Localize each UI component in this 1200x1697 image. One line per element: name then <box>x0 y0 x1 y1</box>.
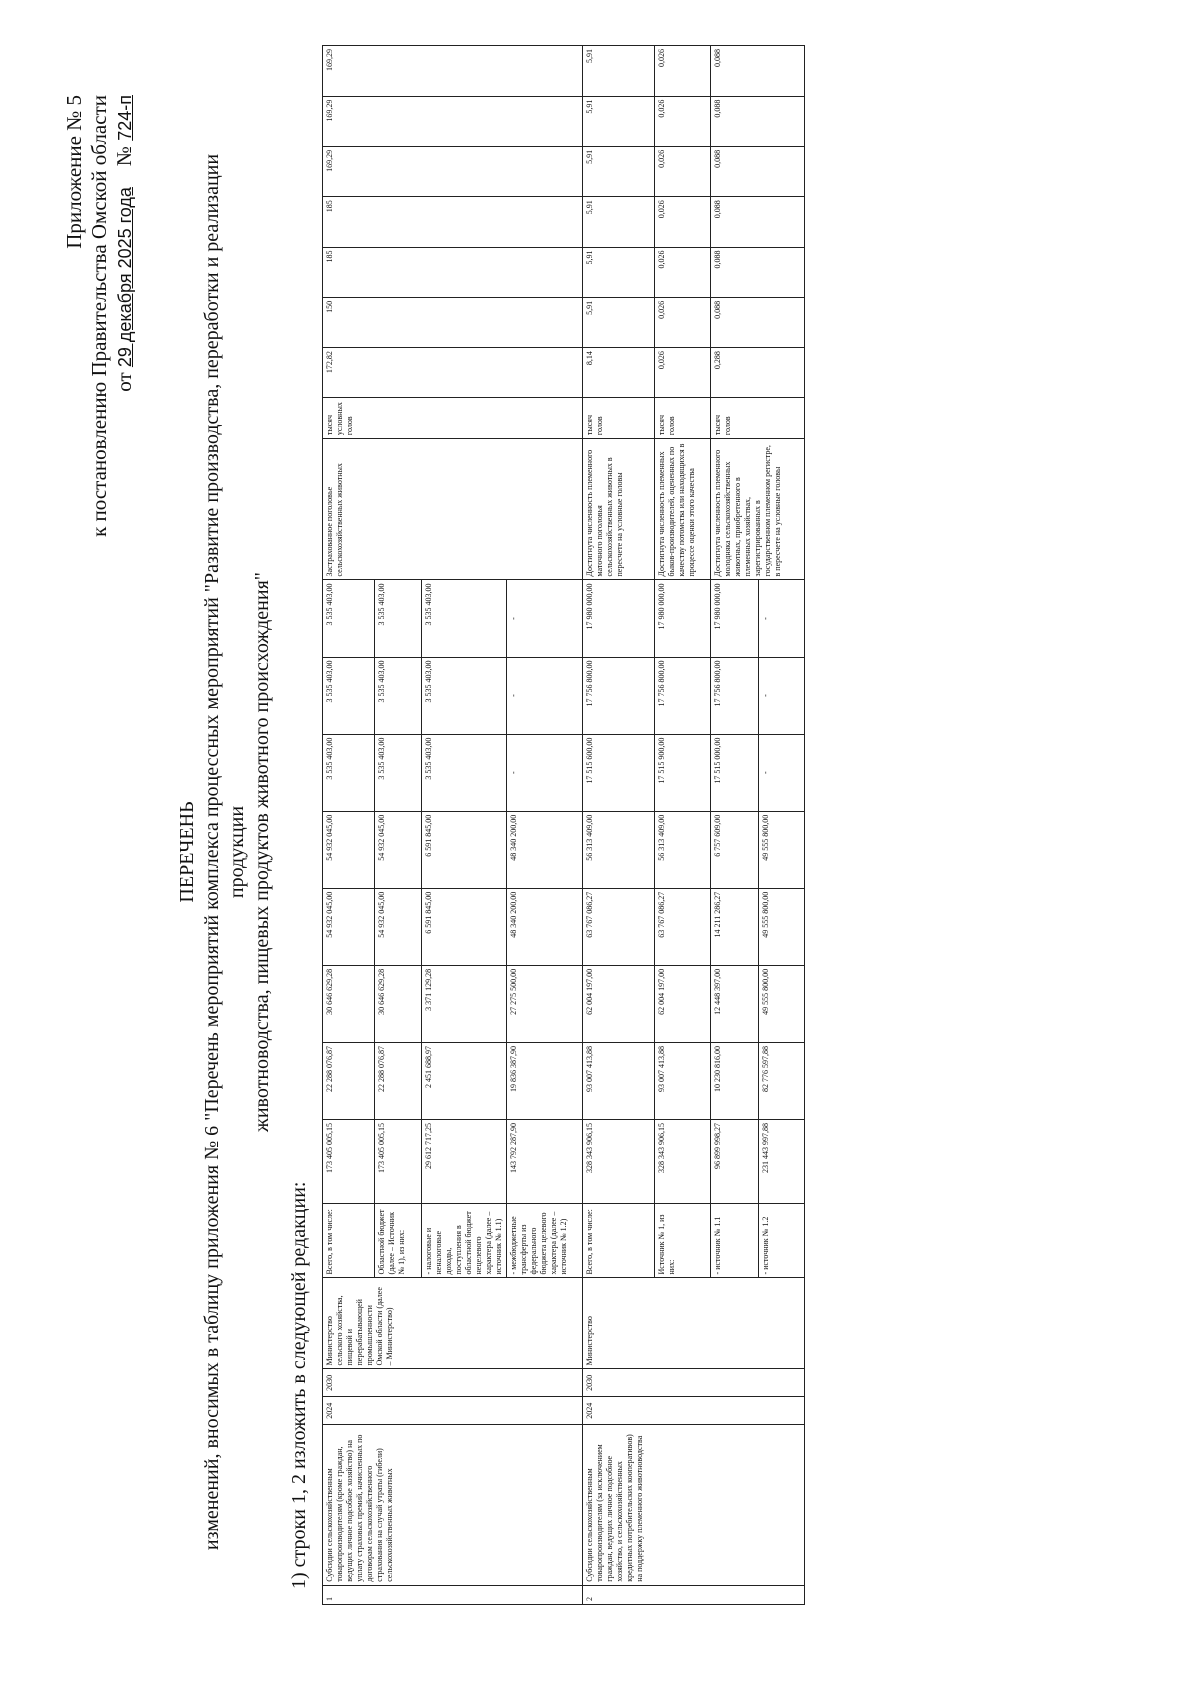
title-line-3: животноводства, пищевых продуктов животного происхождения" <box>251 572 273 1132</box>
ind-value: 0,026 <box>655 146 711 196</box>
fin-label: - межбюджетные трансферты из федерального бюджета целевого характера (далее – источник № 1.2) <box>507 1203 583 1278</box>
fin-value: 3 535 403,00 <box>422 657 507 734</box>
title-heading: ПЕРЕЧЕНЬ <box>176 801 198 903</box>
fin-value: 62 004 197,00 <box>655 965 711 1042</box>
intro-text: 1) строки 1, 2 изложить в следующей редакции: <box>288 1181 310 1589</box>
fin-value: 54 932 045,00 <box>375 811 422 888</box>
fin-value: 22 288 076,87 <box>375 1042 422 1119</box>
fin-value: 173 405 005,15 <box>323 1120 375 1204</box>
row2-number: 2 <box>583 1585 805 1604</box>
fin-value: 82 776 597,88 <box>759 1042 805 1119</box>
fin-value: 10 230 816,00 <box>711 1042 759 1119</box>
ind-value: 0,088 <box>711 297 805 347</box>
fin-value: 6 591 845,00 <box>422 811 507 888</box>
ind-value: 5,91 <box>583 197 655 247</box>
ind-value: 5,91 <box>583 46 655 97</box>
fin-value: 3 535 403,00 <box>375 580 422 657</box>
fin-value: 3 535 403,00 <box>422 580 507 657</box>
fin-value: 173 405 005,15 <box>375 1120 422 1204</box>
row2-indicator-3: Достигнута численность племенного молодняка сельскохозяйственных животных, приобретенного в племенных хозяйствах, зарегистрированных в государственном племенном регистре, в пересчете на условные головы <box>711 439 805 580</box>
ind-value: 0,026 <box>655 297 711 347</box>
ind-value: 5,91 <box>583 247 655 297</box>
fin-value: 17 756 800,00 <box>711 657 759 734</box>
fin-value: 17 980 000,00 <box>583 580 655 657</box>
row2-year-to: 2030 <box>583 1369 805 1397</box>
fin-value: 30 646 629,28 <box>323 965 375 1042</box>
row2-indicator-1: Достигнута численность племенного маточного поголовья сельскохозяйственных животных в пересчете на условные головы <box>583 439 655 580</box>
fin-value: 17 756 800,00 <box>655 657 711 734</box>
fin-value: 3 535 403,00 <box>375 657 422 734</box>
ind-value: 0,026 <box>655 197 711 247</box>
ind-value: 0,026 <box>655 247 711 297</box>
number-prefix: № <box>112 146 136 167</box>
appendix-date-line <box>112 95 138 537</box>
row1-name: Субсидии сельскохозяйственным товаропроизводителям (кроме граждан, ведущих личное подсобное хозяйство) на уплату страховых премий, начисленных по договорам сельскохозяйственного страхования на случай утраты (гибели) сельскохозяйственных животных <box>323 1425 583 1586</box>
fin-label: - источник № 1.2 <box>759 1203 805 1278</box>
ind-value: 0,088 <box>711 247 805 297</box>
date-prefix: от <box>112 372 136 392</box>
ind-value: 8,14 <box>583 348 655 398</box>
fin-value: 49 555 800,00 <box>759 965 805 1042</box>
ind-value: 169,29 <box>323 96 583 146</box>
row2-name: Субсидии сельскохозяйственным товаропроизводителям (за исключением граждан, ведущих личное подсобное хозяйство, и сельскохозяйственных кредитных потребительских кооперативов) на поддержку племенного животноводства <box>583 1425 805 1586</box>
fin-value: 56 313 409,00 <box>583 811 655 888</box>
fin-value: 17 980 000,00 <box>711 580 759 657</box>
row1-number: 1 <box>323 1585 583 1604</box>
fin-value: 29 612 717,25 <box>422 1120 507 1204</box>
fin-value: 328 343 906,15 <box>655 1120 711 1204</box>
ind-value: 185 <box>323 197 583 247</box>
ind-value: 150 <box>323 297 583 347</box>
document-title <box>175 127 275 1577</box>
fin-value: 30 646 629,28 <box>375 965 422 1042</box>
fin-value: 48 340 200,00 <box>507 811 583 888</box>
fin-value: 14 211 286,27 <box>711 888 759 965</box>
fin-value: - <box>759 580 805 657</box>
measures-table <box>322 45 805 1605</box>
fin-value: - <box>507 657 583 734</box>
fin-value: 54 932 045,00 <box>323 811 375 888</box>
fin-label: Областной бюджет (далее – Источник № 1), из них: <box>375 1203 422 1278</box>
fin-value: 17 515 600,00 <box>583 734 655 811</box>
date-value: 29 декабря 2025 года <box>115 187 135 368</box>
fin-value: 93 007 413,88 <box>655 1042 711 1119</box>
fin-label: - налоговые и неналоговые доходы, поступления в областной бюджет нецелевого характера (далее – источник № 1.1) <box>422 1203 507 1278</box>
row2-year-from: 2024 <box>583 1397 805 1425</box>
fin-value: 17 515 000,00 <box>711 734 759 811</box>
appendix-decree: к постановлению Правительства Омской области <box>87 95 111 537</box>
ind-value: 0,088 <box>711 197 805 247</box>
ind-value: 5,91 <box>583 96 655 146</box>
fin-value: 49 555 800,00 <box>759 811 805 888</box>
row1-year-to: 2030 <box>323 1369 583 1397</box>
fin-value: 3 535 403,00 <box>323 734 375 811</box>
ind-value: 0,026 <box>655 96 711 146</box>
ind-value: 0,088 <box>711 96 805 146</box>
fin-label: Всего, в том числе: <box>583 1203 655 1278</box>
fin-value: 22 288 076,87 <box>323 1042 375 1119</box>
ind-value: 169,29 <box>323 46 583 97</box>
table-row <box>583 46 655 1605</box>
appendix-header <box>62 95 138 537</box>
row2-unit-2: тысяч голов <box>655 398 711 439</box>
fin-value: 12 448 397,00 <box>711 965 759 1042</box>
title-line-2: изменений, вносимых в таблицу приложения № 6 "Перечень мероприятий комплекса процессных мероприятий "Развитие производства, переработки и реализации продукции <box>201 153 248 1551</box>
row1-year-from: 2024 <box>323 1397 583 1425</box>
fin-value: 2 451 688,97 <box>422 1042 507 1119</box>
ind-value: 0,026 <box>655 46 711 97</box>
ind-value: 172,82 <box>323 348 583 398</box>
fin-value: 54 932 045,00 <box>323 888 375 965</box>
fin-value: 96 899 998,27 <box>711 1120 759 1204</box>
row2-indicator-2: Достигнута численность племенных быков-производителей, оцененных по качеству потомства или находящихся в процессе оценки этого качества <box>655 439 711 580</box>
fin-value: - <box>507 734 583 811</box>
fin-value: 19 836 387,90 <box>507 1042 583 1119</box>
fin-value: 6 591 845,00 <box>422 888 507 965</box>
fin-value: 63 767 086,27 <box>583 888 655 965</box>
fin-value: 49 555 800,00 <box>759 888 805 965</box>
ind-value: 0,288 <box>711 348 805 398</box>
fin-value: 3 535 403,00 <box>375 734 422 811</box>
fin-value: 54 932 045,00 <box>375 888 422 965</box>
table-row <box>323 46 375 1605</box>
ind-value: 5,91 <box>583 297 655 347</box>
fin-value: - <box>759 734 805 811</box>
fin-value: 3 535 403,00 <box>323 580 375 657</box>
fin-value: 17 515 900,00 <box>655 734 711 811</box>
fin-value: - <box>507 580 583 657</box>
fin-value: 6 757 609,00 <box>711 811 759 888</box>
fin-label: Всего, в том числе: <box>323 1203 375 1278</box>
fin-value: 48 340 200,00 <box>507 888 583 965</box>
fin-value: 27 275 500,00 <box>507 965 583 1042</box>
row2-unit-3: тысяч голов <box>711 398 805 439</box>
fin-value: 3 535 403,00 <box>422 734 507 811</box>
fin-label: - источник № 1.1 <box>711 1203 759 1278</box>
fin-value: 17 756 800,00 <box>583 657 655 734</box>
fin-value: 3 371 129,28 <box>422 965 507 1042</box>
row1-indicator: Застрахованное поголовье сельскохозяйственных животных <box>323 439 583 580</box>
row2-executor: Министерство <box>583 1278 805 1369</box>
fin-value: 328 343 906,15 <box>583 1120 655 1204</box>
fin-value: 93 007 413,88 <box>583 1042 655 1119</box>
fin-value: 143 792 287,90 <box>507 1120 583 1204</box>
row1-executor: Министерство сельского хозяйства, пищевой и перерабатывающей промышленности Омской области (далее – Министерство) <box>323 1278 583 1369</box>
fin-value: 17 980 000,00 <box>655 580 711 657</box>
appendix-number: Приложение № 5 <box>62 95 86 249</box>
fin-value: 3 535 403,00 <box>323 657 375 734</box>
ind-value: 0,088 <box>711 146 805 196</box>
ind-value: 185 <box>323 247 583 297</box>
ind-value: 5,91 <box>583 146 655 196</box>
fin-value: 63 767 086,27 <box>655 888 711 965</box>
row2-unit-1: тысяч голов <box>583 398 655 439</box>
number-value: 724-п <box>115 95 135 141</box>
fin-label: Источник № 1, из них: <box>655 1203 711 1278</box>
ind-value: 0,026 <box>655 348 711 398</box>
fin-value: 62 004 197,00 <box>583 965 655 1042</box>
fin-value: 56 313 409,00 <box>655 811 711 888</box>
fin-value: 231 443 997,88 <box>759 1120 805 1204</box>
ind-value: 0,088 <box>711 46 805 97</box>
fin-value: - <box>759 657 805 734</box>
row1-unit: тысяч условных голов <box>323 398 583 439</box>
ind-value: 169,29 <box>323 146 583 196</box>
